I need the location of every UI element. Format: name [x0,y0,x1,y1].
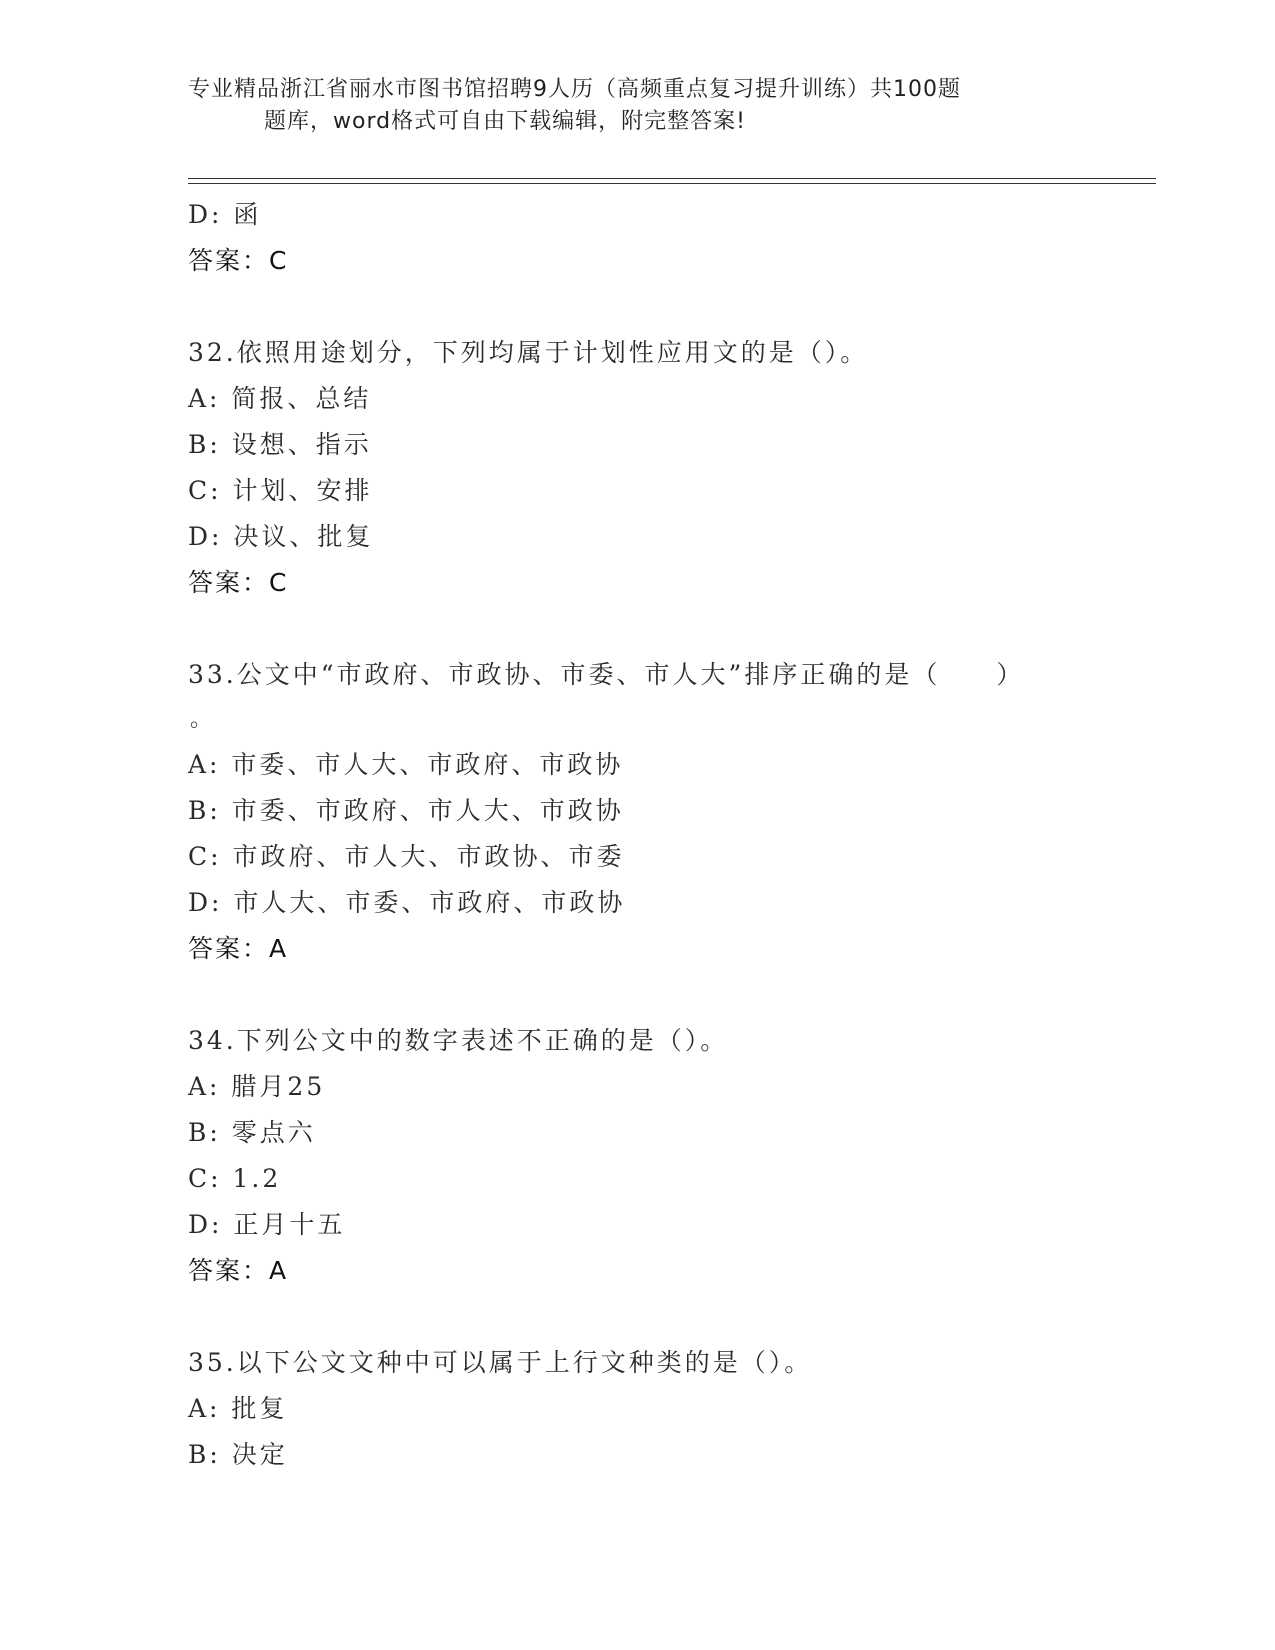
option-d: D: 正月十五 [188,1210,346,1239]
question-block-35 [188,1340,1148,1478]
option-b: B: 零点六 [188,1118,316,1147]
option-d: D: 决议、批复 [188,522,374,551]
option-a: A: 腊月25 [188,1072,326,1101]
document-header [188,74,1048,138]
answer-line: 答案：A [188,1256,289,1285]
option-d: D: 函 [188,200,262,229]
answer-line: 答案：C [188,246,289,275]
question-stem: 32.依照用途划分，下列均属于计划性应用文的是（）。 [188,338,869,367]
question-block-33 [188,652,1148,972]
question-stem: 35.以下公文文种中可以属于上行文种类的是（）。 [188,1348,813,1377]
option-c: C: 计划、安排 [188,476,373,505]
option-a: A: 批复 [188,1394,288,1423]
spacer [188,1294,1148,1340]
option-d: D: 市人大、市委、市政府、市政协 [188,888,626,917]
header-title-line2: 题库，word格式可自由下载编辑，附完整答案! [264,109,746,134]
answer-line: 答案：C [188,568,289,597]
question-block-32 [188,330,1148,606]
spacer [188,606,1148,652]
header-title-line1: 专业精品浙江省丽水市图书馆招聘9人历（高频重点复习提升训练）共100题 [188,77,961,102]
question-block-34 [188,1018,1148,1294]
spacer [188,972,1148,1018]
header-rule-top [188,178,1156,179]
question-list [188,192,1148,1478]
spacer [188,284,1148,330]
option-b: B: 市委、市政府、市人大、市政协 [188,796,624,825]
question-stem-tail: 。 [190,707,216,732]
question-stem: 33.公文中“市政府、市政协、市委、市人大”排序正确的是（ ） [188,660,1025,689]
answer-line: 答案：A [188,934,289,963]
option-b: B: 决定 [188,1440,288,1469]
option-c: C: 1.2 [188,1164,282,1193]
option-c: C: 市政府、市人大、市政协、市委 [188,842,625,871]
header-rule-bottom [188,183,1156,184]
question-stem: 34.下列公文中的数字表述不正确的是（）。 [188,1026,729,1055]
option-b: B: 设想、指示 [188,430,372,459]
option-a: A: 简报、总结 [188,384,372,413]
option-a: A: 市委、市人大、市政府、市政协 [188,750,624,779]
